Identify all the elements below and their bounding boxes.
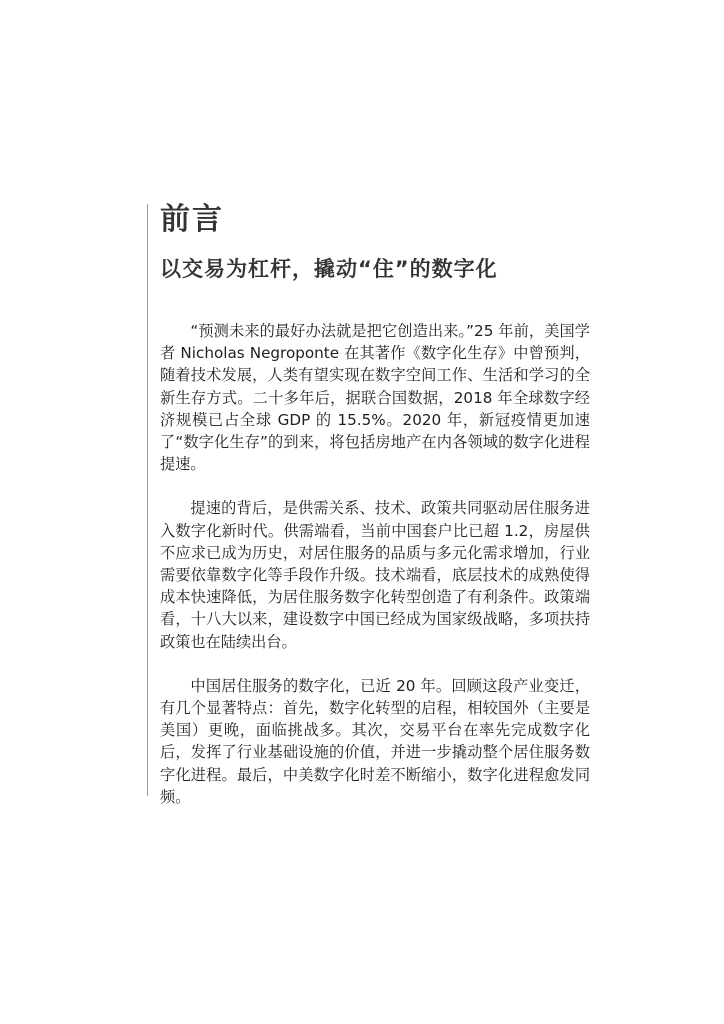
- preface-title: 前言: [160, 202, 224, 237]
- vertical-rule: [147, 204, 148, 796]
- preface-body: [160, 320, 590, 830]
- paragraph-1: “预测未来的最好办法就是把它创造出来。”25 年前，美国学者 Nicholas Negroponte 在其著作《数字化生存》中曾预判，随着技术发展，人类有望实现在数字空间工作、生活和学习的全新生存方式。二十多年后，据联合国数据，2018 年全球数字经济规模已占全球 GDP 的 15.5%。2020 年，新冠疫情更加速了“数字化生存”的到来，将包括房地产在内各领域的数字化进程提速。: [160, 322, 590, 474]
- paragraph-3: 中国居住服务的数字化，已近 20 年。回顾这段产业变迁，有几个显著特点：首先，数字化转型的启程，相较国外（主要是美国）更晚，面临挑战多。其次，交易平台在率先完成数字化后，发挥了行业基础设施的价值，并进一步撬动整个居住服务数字化进程。最后，中美数字化时差不断缩小，数字化进程愈发同频。: [160, 676, 590, 806]
- paragraph-2: 提速的背后，是供需关系、技术、政策共同驱动居住服务进入数字化新时代。供需端看，当前中国套户比已超 1.2，房屋供不应求已成为历史，对居住服务的品质与多元化需求增加，行业需要依靠数字化等手段作升级。技术端看，底层技术的成熟使得成本快速降低，为居住服务数字化转型创造了有利条件。政策端看，十八大以来，建设数字中国已经成为国家级战略，多项扶持政策也在陆续出台。: [160, 499, 590, 651]
- preface-subtitle: 以交易为杠杆，撬动“住”的数字化: [160, 257, 498, 281]
